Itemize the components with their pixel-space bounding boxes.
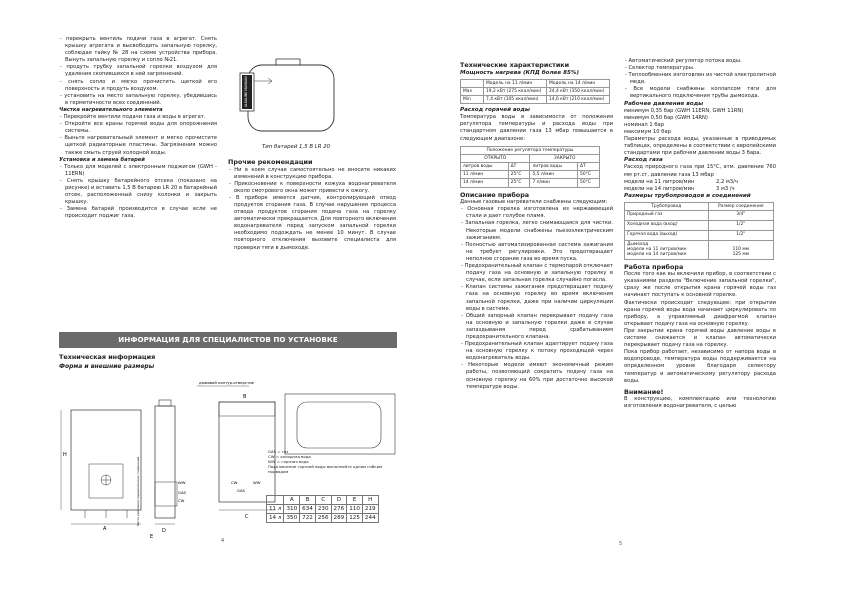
power-cell: Min bbox=[461, 96, 484, 104]
legend-line: GAS = газ bbox=[268, 449, 289, 454]
attention-title: Внимание! bbox=[624, 387, 664, 396]
page-number-left: 4 bbox=[221, 538, 225, 544]
flow-cell: 5,5 л/мин bbox=[530, 171, 578, 179]
list-item: - Теплообменник изготовлен из чистой электролитной меди. bbox=[624, 72, 776, 86]
power-table bbox=[460, 79, 610, 105]
pipes-title: Размеры трубопроводов и соединений bbox=[624, 192, 751, 199]
list-item: - Основная горелка изготовлена из нержавеющей стали и дает голубое пламя. bbox=[460, 206, 613, 220]
flow-cell: 25°C bbox=[508, 171, 530, 179]
list-item: - установить на место запальную горелку, убедившись в герметичности всех соединений. bbox=[59, 93, 217, 107]
gas-row-value: 2,2 м3/ч bbox=[716, 178, 738, 185]
pressure-title: Рабочее давление воды bbox=[624, 100, 704, 107]
desc-title: Описание прибора bbox=[460, 190, 530, 199]
power-cell: Max bbox=[461, 87, 484, 95]
list-item: - Полностью автоматизированная система зажигания не требует регулировки. Это предотвращает неполное сгорание газа во время пуска. bbox=[460, 242, 613, 263]
section-heading: Установка и замена батарей bbox=[59, 156, 145, 163]
dims-cell: 256 bbox=[315, 514, 331, 523]
table-row bbox=[461, 146, 600, 154]
list-item: - Запальная горелка, легко снимающаяся для чистки. Некоторые модели снабжены пьезоэлектрическим зажиганием. bbox=[460, 220, 613, 241]
flow-text: Температура воды в зависимости от положения регулятора температуры и расхода воды при стандартном давлении газа 13 мбар повышается в следующем диапазоне: bbox=[460, 114, 613, 142]
table-row bbox=[267, 505, 379, 514]
table-row bbox=[461, 179, 600, 187]
dims-cell: 125 bbox=[347, 514, 363, 523]
dims-cell: 244 bbox=[362, 514, 378, 523]
flue-row-label: модели на 14 литров/мин bbox=[627, 252, 687, 258]
dims-cell: 634 bbox=[300, 505, 316, 514]
battery-label: ALKALINE MANGAN bbox=[244, 76, 248, 107]
pipes-cell: 1/2" bbox=[708, 231, 773, 241]
work-title: Работа прибора bbox=[624, 262, 684, 271]
list-item: - продуть трубку запальной горелки воздухом для удаления скопившихся в ней загрязнений. bbox=[59, 64, 217, 78]
table-row bbox=[461, 154, 600, 162]
flow-cell: 50°C bbox=[578, 171, 600, 179]
desc-intro: Данные газовые нагреватели снабжены следующим: bbox=[460, 199, 608, 206]
pipes-cell: 3/4" bbox=[708, 211, 773, 221]
table-row bbox=[461, 87, 610, 95]
specialist-banner: ИНФОРМАЦИЯ ДЛЯ СПЕЦИАЛИСТОВ ПО УСТАНОВКЕ bbox=[59, 332, 397, 348]
back-gas-label: GAS bbox=[237, 488, 245, 493]
dims-cell: 289 bbox=[331, 514, 347, 523]
list-item: - Только для моделей с электронным поджигом (GWH - 11ERN) bbox=[59, 164, 217, 178]
legend-line: CW = холодная вода bbox=[268, 454, 311, 459]
dims-header-cell: H bbox=[362, 496, 378, 505]
section-heading: Чистка нагревательного элемента bbox=[59, 106, 163, 113]
list-item: - Снять крышку батарейного отсека (показано на рисунке) и вставить 1,5 В батарею LR 20 в батарейный отсек, расположенный снизу колонки и закрыть крышку. bbox=[59, 178, 217, 206]
flow-open-cell: ОТКРЫТО bbox=[461, 154, 530, 162]
top-view bbox=[285, 394, 395, 454]
dim-label-e: E bbox=[150, 534, 154, 540]
table-row bbox=[461, 163, 600, 171]
page-number-right: 5 bbox=[619, 541, 623, 547]
work-paragraph: Фактически происходит следующее: при открытии крана горячей воды вода начинает циркулировать по прибору, а управляемый диафрагмой клапан открывает подачу газа на основную горелку. bbox=[624, 299, 776, 327]
flow-sub-cell: ΔT bbox=[578, 163, 600, 171]
dims-cell: 310 bbox=[284, 505, 300, 514]
side-note: Места крепления гидравлических соединений bbox=[136, 456, 140, 526]
attention-text: В конструкцию, комплектацию или технологию изготовления водонагревателя, с целью bbox=[624, 396, 776, 410]
flow-sub-cell: ΔT bbox=[508, 163, 530, 171]
power-cell: 7,4 кВт (105 ккал/мин) bbox=[484, 96, 547, 104]
dim-label-a: A bbox=[103, 526, 107, 532]
dims-cell: 276 bbox=[331, 505, 347, 514]
dimensions-table bbox=[266, 495, 379, 523]
flow-sub-cell: литров воды bbox=[530, 163, 578, 171]
table-row bbox=[267, 514, 379, 523]
form-dimensions-title: Форма и внешние размеры bbox=[59, 363, 155, 370]
left-column bbox=[59, 36, 217, 220]
power-cell bbox=[461, 79, 484, 87]
tech-info-title: Техническая информация bbox=[59, 353, 156, 361]
table-row bbox=[625, 241, 774, 260]
dims-header-cell: C bbox=[315, 496, 331, 505]
flow-cell: 14 л/мин bbox=[461, 179, 509, 187]
dims-header-cell: E bbox=[347, 496, 363, 505]
dims-header-cell bbox=[267, 496, 284, 505]
pipes-cell: 1/2" bbox=[708, 221, 773, 231]
front-view bbox=[61, 410, 141, 532]
gas-row-label: модели на 14 литров/мин bbox=[624, 185, 695, 192]
pressure-line: номинал 1 бар bbox=[624, 121, 665, 128]
flow-cell: 7 л/мин bbox=[530, 179, 578, 187]
list-item: - Прикосновение к поверхности кожуха водонагревателя около смотрового окна может привести к ожогу. bbox=[228, 181, 396, 195]
list-item: - Селектор температуры. bbox=[624, 65, 776, 72]
work-paragraph: Пока прибор работает, независимо от напора воды в водопроводе, температура воды поддерживается на определенном уровне благодаря селектору температур и автоматическому регулятору расхода воды. bbox=[624, 349, 776, 384]
right-column-a bbox=[460, 58, 613, 391]
list-item: - Автоматический регулятор потока воды. bbox=[624, 58, 776, 65]
table-row bbox=[625, 211, 774, 221]
power-cell: Модель на 14 л/мин bbox=[547, 79, 610, 87]
gas-text: Расход природного газа при 15°С, атм. давление 760 мм рт.ст, давление газа 13 мбар bbox=[624, 164, 776, 178]
work-paragraph: При закрытии крана горячей воды давление воды в системе снижается и клапан автоматически перекрывает подачу газа на горелку. bbox=[624, 327, 776, 349]
side-gas-label: GAS bbox=[178, 490, 186, 495]
diagram-legend bbox=[268, 449, 398, 474]
legend-line: Подключение горячей воды выполняйте одним гибким подводом bbox=[268, 464, 383, 474]
list-item: - Перекройте вентили подачи газа и воды в агрегат. bbox=[59, 114, 217, 121]
flow-cell: 25°C bbox=[508, 179, 530, 187]
flue-row-value: 125 мм bbox=[732, 252, 749, 258]
table-row bbox=[461, 96, 610, 104]
dims-header-cell: D bbox=[331, 496, 347, 505]
back-ww-label: WW bbox=[253, 480, 261, 485]
flow-cell: 11 л/мин bbox=[461, 171, 509, 179]
pressure-line: минимум 0,35 бар (GWH 11ERN, GWH 11RN) bbox=[624, 107, 744, 114]
pipes-head-cell: Трубопровод bbox=[625, 202, 709, 210]
table-row bbox=[625, 231, 774, 241]
pipes-table bbox=[624, 202, 774, 260]
list-item: - снять сопло и мягко прочистить щеткой его поверхность и продуть воздухом. bbox=[59, 79, 217, 93]
dim-label-c: C bbox=[245, 514, 249, 520]
power-cell: 19,2 кВт (275 ккал/мин) bbox=[484, 87, 547, 95]
work-paragraph: После того как вы включили прибор, в соответствии с указаниями раздела "Включение запальной горелки", сразу же после открытия крана горячей воды газ начинает поступать к основной горелке. bbox=[624, 271, 776, 299]
flue-cell bbox=[625, 241, 709, 260]
pipes-cell: Холодная вода (вход) bbox=[625, 221, 709, 231]
battery-caption: Тип батарей 1,5 В LR 20 bbox=[262, 144, 331, 150]
list-item: - Ни в коем случае самостоятельно не вносите никаких изменений в конструкцию прибора. bbox=[228, 167, 396, 181]
list-item: - Общий запорный клапан перекрывает подачу газа на основную и запальную горелки даже в случае запаздывания перед срабатыванием предохранительного клапана. bbox=[460, 313, 613, 341]
pipes-cell: Природный газ bbox=[625, 211, 709, 221]
power-title: Мощность нагрева (КПД более 85%) bbox=[460, 69, 580, 76]
list-item: - В приборе имеется датчик, контролирующий отвод продуктов сгорания газа. В случае нарушения процесса отвода продуктов сгорания подача газа на горелку автоматически прекращается. Для повторного включения водонагревателя перед запуском запальной горелки необходимо подождать не менее 10 минут. В случае повторного отключения вызовите специалиста для проверки тяги в дымоходе. bbox=[228, 195, 396, 252]
list-item: - Некоторые модели имеют экономичный режим работы, позволяющий сократить подачу газа на основную горелку на 60% при достаточно высокой температуре воды. bbox=[460, 362, 613, 390]
dims-cell: 722 bbox=[300, 514, 316, 523]
list-item: - Клапан системы зажигания предотвращает подачу газа на основную горелку во время включения запальной горелки, даже при наличии циркуляции воды в системе. bbox=[460, 284, 613, 312]
gas-row-label: модели на 11 литров/мин bbox=[624, 178, 695, 185]
dim-label-d: D bbox=[162, 528, 166, 534]
section-heading: Прочие рекомендации bbox=[228, 158, 313, 166]
smoke-label: дымовой контур-отверстие bbox=[199, 380, 255, 385]
table-row bbox=[461, 79, 610, 87]
pipes-head-cell: Размер соединения bbox=[708, 202, 773, 210]
power-cell: 24,4 кВт (350 ккал/мин) bbox=[547, 87, 610, 95]
dims-cell: 14 л bbox=[267, 514, 284, 523]
gas-row-value: 3 м3 /ч bbox=[716, 185, 735, 192]
side-view bbox=[136, 400, 187, 540]
power-cell: 14,6 кВт (210 ккал/мин) bbox=[547, 96, 610, 104]
power-cell: Модель на 11 л/мин bbox=[484, 79, 547, 87]
table-row bbox=[625, 202, 774, 210]
flow-closed-cell: ЗАКРЫТО bbox=[530, 154, 600, 162]
list-item: - перекрыть вентиль подачи газа в агрегат. Снять крышку агрегата и высвободить запальную горелку, соблюдая тайку № 28 на схеме устройства прибора. Вынуть запальную горелку и сопло №21. bbox=[59, 36, 217, 64]
pressure-line: максимум 10 бар bbox=[624, 128, 671, 135]
flue-row-value: 110 мм bbox=[732, 247, 749, 253]
list-item: - Предохранительный клапан с термопарой отключает подачу газа на основную и запальную горелку в случае, если запальная горелка случайно погасла. bbox=[460, 263, 613, 284]
dims-cell: 11 л bbox=[267, 505, 284, 514]
pressure-line: минимум 0,50 бар (GWH 14RN) bbox=[624, 114, 708, 121]
dims-header-cell: B bbox=[300, 496, 316, 505]
middle-column bbox=[228, 155, 396, 252]
list-item: - Откройте все краны горячей воды для опорожнения системы. bbox=[59, 121, 217, 135]
side-ww-label: WW bbox=[178, 480, 186, 485]
side-cw-label: CW bbox=[178, 498, 185, 503]
gas-row bbox=[624, 186, 776, 193]
legend-line: WW = горячая вода bbox=[268, 459, 309, 464]
flue-values bbox=[708, 241, 773, 260]
flow-cell: 50°C bbox=[578, 179, 600, 187]
list-item: - Предохранительный клапан адаптирует подачу газа на основную горелку к потоку проходящей через водонагреватель воды. bbox=[460, 341, 613, 362]
flow-top-cell: Положение регулятора температуры bbox=[461, 146, 600, 154]
dim-label-h: H bbox=[63, 452, 67, 458]
dims-cell: 219 bbox=[362, 505, 378, 514]
table-row bbox=[625, 221, 774, 231]
tech-title: Технические характеристики bbox=[460, 61, 570, 69]
dims-cell: 110 bbox=[347, 505, 363, 514]
dims-cell: 350 bbox=[284, 514, 300, 523]
dims-header-cell: A bbox=[284, 496, 300, 505]
pressure-text: Параметры расхода воды, указанные в приводимых таблицах, определены в соответствии с европейскими стандартами при рабочем давлении воды 3 бара. bbox=[624, 136, 776, 157]
battery-compartment-illustration bbox=[228, 55, 356, 147]
flue-row-label: модели на 11 литров/мин bbox=[627, 247, 687, 253]
list-item: - Все модели снабжены коллапсом тяги для вертикального подключения трубы дымохода. bbox=[624, 86, 776, 100]
right-column-b bbox=[624, 58, 776, 410]
flow-title: Расход горячей воды bbox=[460, 107, 530, 114]
dim-label-b: B bbox=[243, 394, 247, 400]
pipes-cell: Горячая вода (выход) bbox=[625, 231, 709, 241]
flow-sub-cell: литров воды bbox=[461, 163, 509, 171]
back-cw-label: CW bbox=[231, 480, 238, 485]
dims-header-row bbox=[267, 496, 379, 505]
list-item: - Выньте нагревательный элемент и мягко прочистите щеткой радиаторные пластины. Загрязнения можно также смыть струей холодной воды. bbox=[59, 135, 217, 156]
list-item: - Замена батарей производится в случае если не происходит поджиг газа. bbox=[59, 206, 217, 220]
flue-label: Дымоход bbox=[627, 242, 649, 248]
gas-row bbox=[624, 179, 776, 186]
flow-table bbox=[460, 146, 600, 188]
dims-cell: 230 bbox=[315, 505, 331, 514]
gas-title: Расход газа bbox=[624, 157, 663, 164]
table-row bbox=[461, 171, 600, 179]
